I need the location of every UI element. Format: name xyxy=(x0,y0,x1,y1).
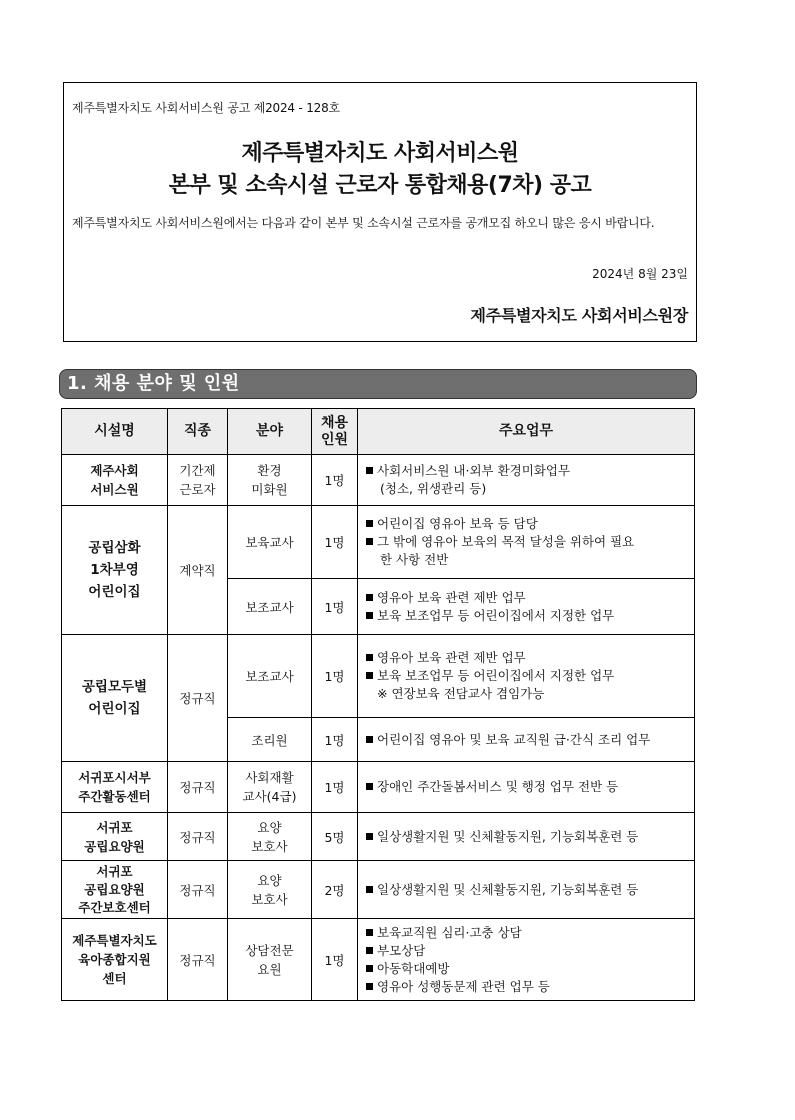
field-cell: 보육교사 xyxy=(228,506,312,579)
facility-cell xyxy=(62,506,168,635)
bullet-square-icon xyxy=(366,965,373,972)
duties-cell xyxy=(358,762,695,813)
job-type-cell: 정규직 xyxy=(168,762,228,813)
bullet-square-icon xyxy=(366,672,373,679)
field-line: 상담전문 xyxy=(245,942,294,958)
duty-text: 보육 보조업무 등 어린이집에서 지정한 업무 xyxy=(377,668,615,683)
header-job-type: 직종 xyxy=(168,409,228,455)
bullet-square-icon xyxy=(366,833,373,840)
field-cell xyxy=(228,861,312,919)
duty-text: 일상생활지원 및 신체활동지원, 기능회복훈련 등 xyxy=(377,828,639,844)
field-line: 보호사 xyxy=(251,838,288,854)
table-row xyxy=(62,762,695,813)
duties-cell xyxy=(358,506,695,579)
recruitment-table xyxy=(61,408,695,1001)
facility-line: 어린이집 xyxy=(88,701,141,717)
field-cell: 보조교사 xyxy=(228,579,312,635)
bullet-square-icon xyxy=(366,654,373,661)
duty-text: 아동학대예방 xyxy=(377,960,450,976)
job-type-cell: 정규직 xyxy=(168,919,228,1001)
duty-text: 보육 보조업무 등 어린이집에서 지정한 업무 xyxy=(377,607,615,623)
bullet-square-icon xyxy=(366,947,373,954)
table-row xyxy=(62,919,695,1001)
duty-note: (청소, 위생관리 등) xyxy=(380,481,487,496)
facility-cell xyxy=(62,455,168,506)
field-line: 보호사 xyxy=(251,891,288,907)
header-count-line1: 채용 xyxy=(320,414,349,431)
facility-cell xyxy=(62,919,168,1001)
table-row xyxy=(62,861,695,919)
duty-text: 부모상담 xyxy=(377,942,426,958)
table-row xyxy=(62,506,695,579)
job-type-cell: 정규직 xyxy=(168,861,228,919)
job-type-cell: 정규직 xyxy=(168,813,228,861)
facility-line: 육아종합지원 xyxy=(78,952,151,967)
section-header xyxy=(59,369,697,399)
count-cell: 1명 xyxy=(312,919,358,1001)
duty-text: 그 밖에 영유아 보육의 목적 달성을 위하여 필요 xyxy=(377,534,635,549)
table-header-row xyxy=(62,409,695,455)
bullet-square-icon xyxy=(366,736,373,743)
facility-cell xyxy=(62,762,168,813)
facility-line: 서귀포 xyxy=(96,819,133,835)
facility-cell xyxy=(62,635,168,762)
duty-item xyxy=(366,533,688,551)
notice-number: 제주특별자치도 사회서비스원 공고 제2024 - 128호 xyxy=(72,101,340,115)
duty-item xyxy=(366,515,688,533)
duty-text: 일상생활지원 및 신체활동지원, 기능회복훈련 등 xyxy=(377,881,639,897)
duties-cell xyxy=(358,455,695,506)
field-cell xyxy=(228,455,312,506)
count-cell: 5명 xyxy=(312,813,358,861)
notice-intro: 제주특별자치도 사회서비스원에서는 다음과 같이 본부 및 소속시설 근로자를 공개모집 하오니 많은 응시 바랍니다. xyxy=(72,216,655,230)
duty-item xyxy=(366,828,688,846)
field-line: 사회재활 xyxy=(245,770,294,785)
duties-cell xyxy=(358,635,695,718)
job-type-cell: 정규직 xyxy=(168,635,228,762)
duty-text: 장애인 주간돌봄서비스 및 행정 업무 전반 등 xyxy=(377,779,619,794)
facility-line: 1차부영 xyxy=(90,562,139,578)
facility-line: 제주사회 xyxy=(90,463,139,478)
facility-cell xyxy=(62,813,168,861)
count-cell: 2명 xyxy=(312,861,358,919)
count-cell: 1명 xyxy=(312,718,358,762)
table-row xyxy=(62,635,695,718)
job-type-line: 기간제 xyxy=(179,463,216,478)
field-cell xyxy=(228,919,312,1001)
notice-title xyxy=(64,138,696,202)
count-cell: 1명 xyxy=(312,762,358,813)
facility-line: 공립요양원 xyxy=(84,881,145,897)
field-line: 미화원 xyxy=(251,482,288,497)
duties-cell xyxy=(358,919,695,1001)
duty-item xyxy=(366,589,688,607)
count-cell: 1명 xyxy=(312,455,358,506)
duty-item xyxy=(366,942,688,960)
bullet-square-icon xyxy=(366,929,373,936)
job-type-cell xyxy=(168,455,228,506)
header-count xyxy=(312,409,358,455)
duty-item xyxy=(366,960,688,978)
field-cell xyxy=(228,813,312,861)
job-type-line: 근로자 xyxy=(179,482,216,497)
duty-note: 한 사항 전반 xyxy=(380,552,449,567)
field-line: 요원 xyxy=(257,961,282,977)
facility-line: 서비스원 xyxy=(90,482,139,497)
facility-line: 공립삼화 xyxy=(88,540,141,556)
header-field: 분야 xyxy=(228,409,312,455)
bullet-square-icon xyxy=(366,594,373,601)
duty-item xyxy=(366,924,688,942)
notice-title-line1: 제주특별자치도 사회서비스원 xyxy=(241,141,519,166)
duty-text: 보육교직원 심리·고충 상담 xyxy=(377,924,522,940)
duties-cell xyxy=(358,813,695,861)
facility-cell xyxy=(62,861,168,919)
bullet-square-icon xyxy=(366,520,373,527)
duty-note: ※ 연장보육 전담교사 겸임가능 xyxy=(377,686,545,701)
facility-line: 서귀포 xyxy=(96,863,133,879)
duty-text: 어린이집 영유아 및 보육 교직원 급·간식 조리 업무 xyxy=(377,731,651,747)
duty-text: 영유아 보육 관련 제반 업무 xyxy=(377,589,526,605)
header-count-line2: 인원 xyxy=(320,431,349,448)
duty-text: 어린이집 영유아 보육 등 담당 xyxy=(377,516,538,531)
facility-line: 제주특별자치도 xyxy=(72,933,157,948)
section-title: 1. 채용 분야 및 인원 xyxy=(67,373,240,394)
notice-title-line2: 본부 및 소속시설 근로자 통합채용(7차) 공고 xyxy=(168,173,592,198)
bullet-square-icon xyxy=(366,612,373,619)
count-cell: 1명 xyxy=(312,579,358,635)
duty-item xyxy=(366,881,688,899)
duty-text: 사회서비스원 내·외부 환경미화업무 xyxy=(377,463,571,478)
facility-line: 어린이집 xyxy=(88,584,141,600)
facility-line: 서귀포시서부 xyxy=(78,770,151,785)
bullet-square-icon xyxy=(366,467,373,474)
field-cell: 보조교사 xyxy=(228,635,312,718)
job-type-cell: 계약직 xyxy=(168,506,228,635)
header-facility: 시설명 xyxy=(62,409,168,455)
duty-item xyxy=(366,649,688,667)
duty-item xyxy=(366,667,688,685)
bullet-square-icon xyxy=(366,886,373,893)
facility-line: 주간활동센터 xyxy=(78,789,151,804)
field-line: 교사(4급) xyxy=(242,789,297,804)
field-line: 요양 xyxy=(257,819,282,835)
count-cell: 1명 xyxy=(312,506,358,579)
duty-item xyxy=(366,731,688,749)
duties-cell xyxy=(358,718,695,762)
header-duties: 주요업무 xyxy=(358,409,695,455)
table-row xyxy=(62,813,695,861)
bullet-square-icon xyxy=(366,983,373,990)
duty-text: 영유아 보육 관련 제반 업무 xyxy=(377,650,526,665)
duties-cell xyxy=(358,579,695,635)
facility-line: 공립모두별 xyxy=(81,679,148,695)
duty-text: 영유아 성행동문제 관련 업무 등 xyxy=(377,978,550,994)
facility-line: 공립요양원 xyxy=(84,838,145,854)
notice-date: 2024년 8월 23일 xyxy=(592,267,688,281)
notice-signer: 제주특별자치도 사회서비스원장 xyxy=(470,306,688,325)
duty-item xyxy=(366,778,688,796)
notice-box xyxy=(63,82,697,342)
field-cell: 조리원 xyxy=(228,718,312,762)
bullet-square-icon xyxy=(366,783,373,790)
duty-item xyxy=(366,462,688,480)
field-line: 환경 xyxy=(257,463,282,478)
table-row xyxy=(62,455,695,506)
field-cell xyxy=(228,762,312,813)
bullet-square-icon xyxy=(366,538,373,545)
count-cell: 1명 xyxy=(312,635,358,718)
facility-line: 센터 xyxy=(102,971,127,986)
duties-cell xyxy=(358,861,695,919)
field-line: 요양 xyxy=(257,872,282,888)
duty-item xyxy=(366,978,688,996)
facility-line: 주간보호센터 xyxy=(78,899,151,915)
duty-item xyxy=(366,607,688,625)
